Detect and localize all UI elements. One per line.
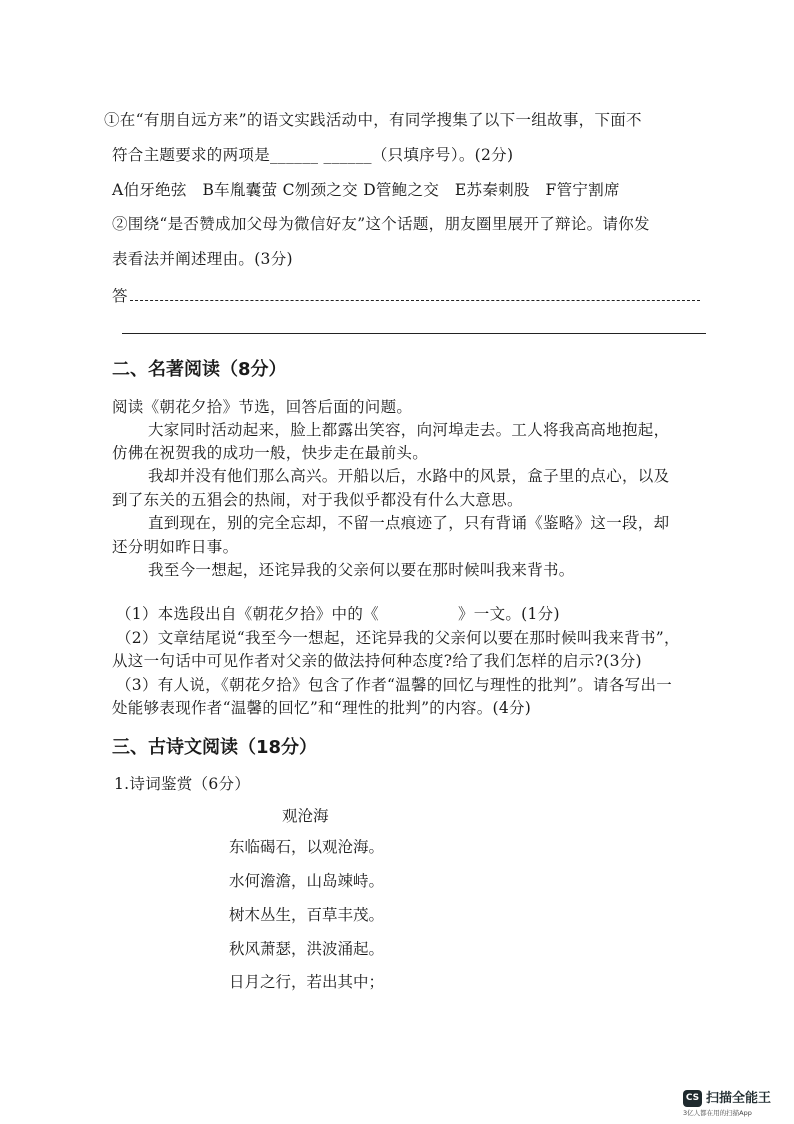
question-1-options: A伯牙绝弦 B车胤囊萤 C刎颈之交 D管鲍之交 E苏秦刺股 F管宁割席	[112, 181, 620, 199]
scanner-app-name: 扫描全能王	[706, 1091, 772, 1106]
section-3-heading: 三、古诗文阅读（18分）	[112, 737, 318, 758]
poem-line-2: 水何澹澹，山岛竦峙。	[229, 872, 385, 890]
reading-question-1: （1）本选段出自《朝花夕拾》中的《 》一文。(1分)	[116, 605, 560, 623]
passage-line-4: 到了东关的五猖会的热闹，对于我似乎都没有什么大意思。	[112, 491, 523, 509]
question-1-line-1: ①在“有朋自远方来”的语文实践活动中，有同学搜集了以下一组故事，下面不	[104, 111, 642, 129]
poem-line-3: 树木丛生，百草丰茂。	[229, 906, 385, 924]
poem-line-4: 秋风萧瑟，洪波涌起。	[229, 940, 385, 958]
reading-question-2-line-1: （2）文章结尾说“我至今一想起，还诧异我的父亲何以要在那时候叫我来背书”，	[116, 629, 680, 647]
poetry-subheading: 1.诗词鉴赏（6分）	[114, 775, 251, 793]
passage-line-7: 我至今一想起，还诧异我的父亲何以要在那时候叫我来背书。	[148, 561, 575, 579]
scanner-tagline: 3亿人都在用的扫描App	[683, 1109, 752, 1117]
passage-line-6: 还分明如昨日事。	[112, 538, 239, 556]
reading-question-3-line-2: 处能够表现作者“温馨的回忆”和“理性的批判”的内容。(4分)	[112, 699, 532, 717]
answer-line-1	[130, 300, 700, 301]
passage-line-1: 大家同时活动起来，脸上都露出笑容，向河埠走去。工人将我高高地抱起，	[148, 421, 670, 439]
reading-question-3-line-1: （3）有人说，《朝花夕拾》包含了作者“温馨的回忆与理性的批判”。请各写出一	[116, 676, 673, 694]
scanner-watermark	[683, 1090, 783, 1116]
question-1-line-2: 符合主题要求的两项是______ ______（只填序号）。(2分)	[112, 146, 514, 164]
question-2-line-1: ②围绕“是否赞成加父母为微信好友”这个话题，朋友圈里展开了辩论。请你发	[112, 215, 650, 233]
poem-title: 观沧海	[282, 807, 329, 825]
passage-line-2: 仿佛在祝贺我的成功一般，快步走在最前头。	[112, 444, 429, 462]
answer-label: 答	[112, 287, 128, 305]
passage-line-5: 直到现在，别的完全忘却，不留一点痕迹了，只有背诵《鉴略》这一段，却	[148, 514, 670, 532]
answer-line-2	[122, 333, 706, 334]
camscanner-logo-icon: CS	[683, 1090, 702, 1107]
section-2-heading: 二、名著阅读（8分）	[112, 359, 287, 380]
poem-line-1: 东临碣石，以观沧海。	[229, 838, 385, 856]
reading-question-2-line-2: 从这一句话中可见作者对父亲的做法持何种态度?给了我们怎样的启示?(3分)	[112, 652, 642, 670]
passage-line-3: 我却并没有他们那么高兴。开船以后，水路中的风景，盒子里的点心，以及	[148, 467, 670, 485]
reading-intro: 阅读《朝花夕拾》节选，回答后面的问题。	[112, 398, 413, 416]
question-2-line-2: 表看法并阐述理由。(3分)	[112, 250, 293, 268]
poem-line-5: 日月之行，若出其中；	[229, 973, 385, 991]
